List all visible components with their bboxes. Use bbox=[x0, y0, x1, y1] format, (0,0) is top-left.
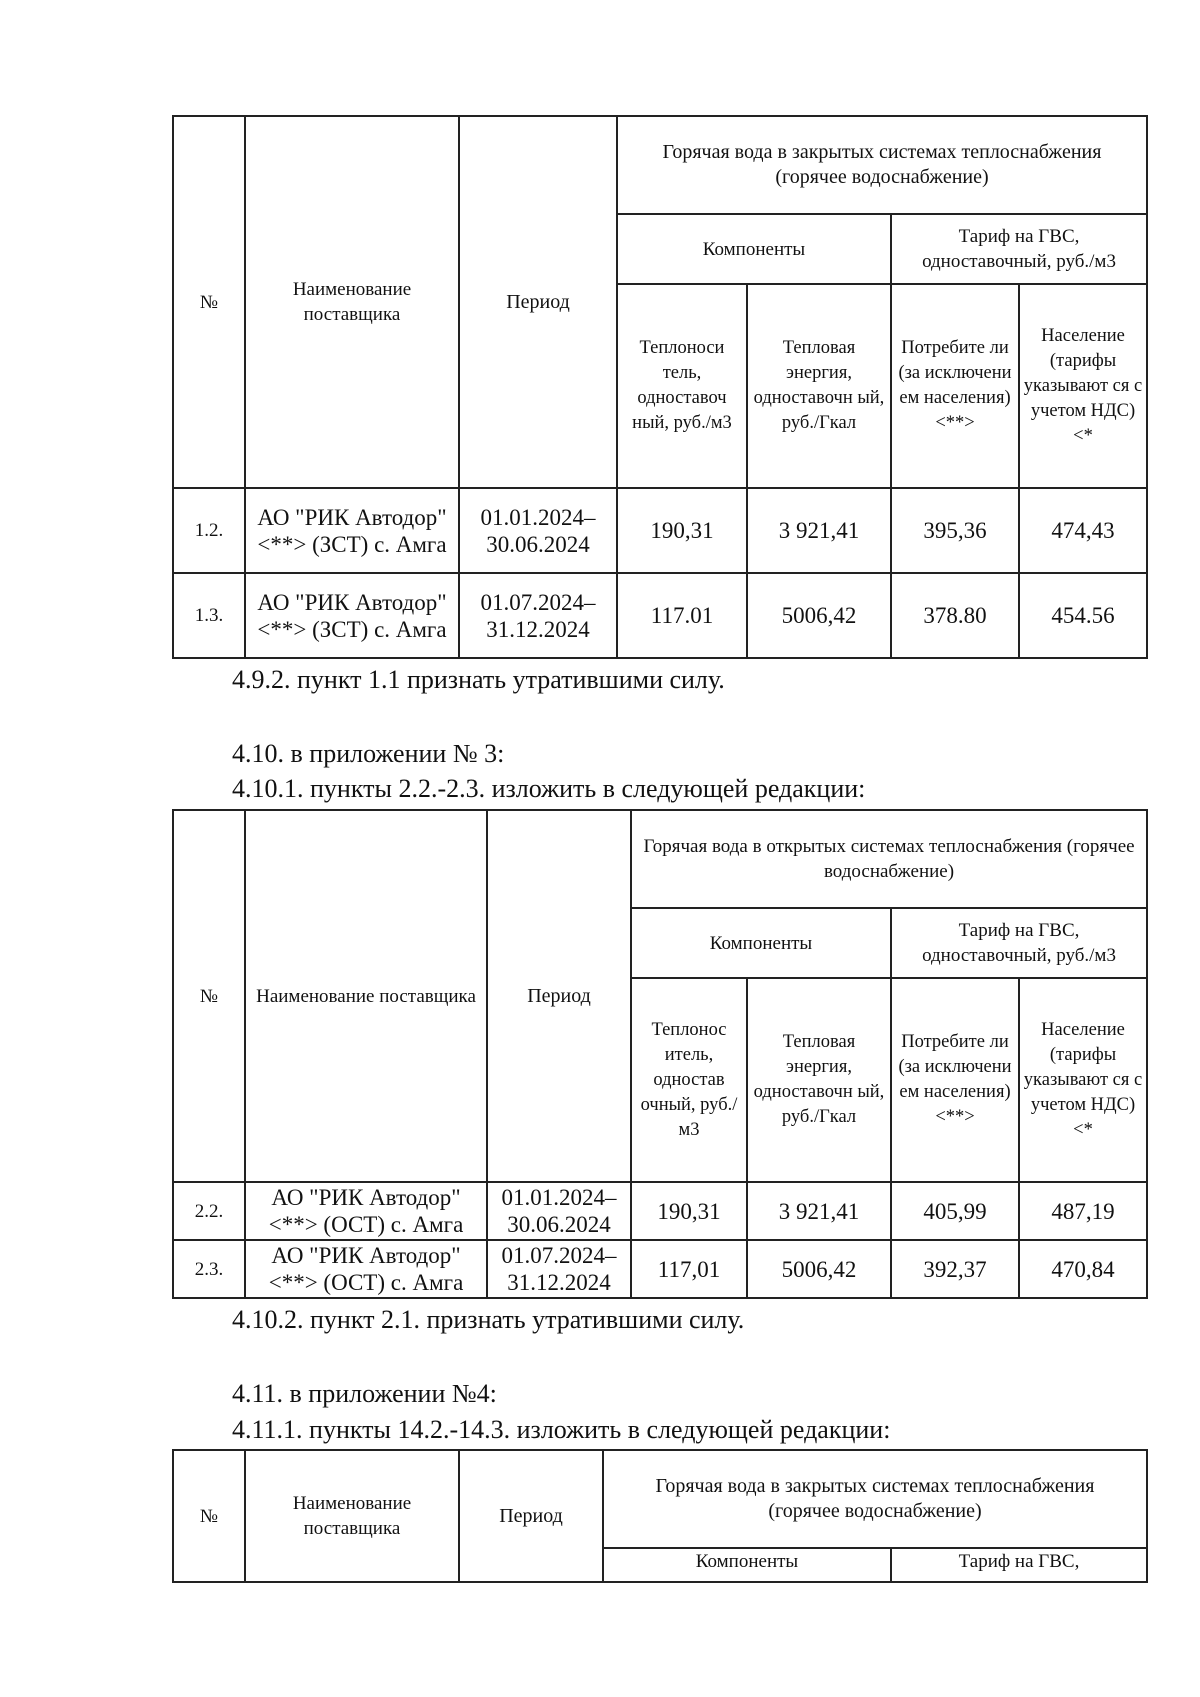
row-supplier: АО "РИК Автодор" <**> (ОСТ) с. Амга bbox=[245, 1182, 487, 1240]
row-no: 2.3. bbox=[173, 1240, 245, 1298]
row-consumers: 392,37 bbox=[891, 1240, 1019, 1298]
tariff-table-closed-4 bbox=[172, 1449, 1148, 1583]
header-no: № bbox=[173, 1450, 245, 1582]
row-period: 01.07.2024– 31.12.2024 bbox=[487, 1240, 631, 1298]
row-population: 470,84 bbox=[1019, 1240, 1147, 1298]
table-row bbox=[173, 1240, 1147, 1298]
paragraph-4-11-1: 4.11.1. пункты 14.2.-14.3. изложить в следующей редакции: bbox=[232, 1415, 891, 1444]
header-no: № bbox=[173, 116, 245, 488]
row-population: 487,19 bbox=[1019, 1182, 1147, 1240]
row-carrier: 117,01 bbox=[631, 1240, 747, 1298]
row-consumers: 405,99 bbox=[891, 1182, 1019, 1240]
row-carrier: 117.01 bbox=[617, 573, 747, 658]
paragraph-4-10-1: 4.10.1. пункты 2.2.-2.3. изложить в следующей редакции: bbox=[232, 774, 866, 803]
header-period: Период bbox=[487, 810, 631, 1182]
header-components: Компоненты bbox=[617, 214, 891, 284]
paragraph-4-11: 4.11. в приложении №4: bbox=[232, 1379, 497, 1408]
header-carrier: Теплонос итель, одностав очный, руб./м3 bbox=[631, 978, 747, 1182]
row-consumers: 395,36 bbox=[891, 488, 1019, 573]
header-energy: Тепловая энергия, одноставочн ый, руб./Гкал bbox=[747, 284, 891, 488]
row-consumers: 378.80 bbox=[891, 573, 1019, 658]
header-supplier: Наименование поставщика bbox=[245, 810, 487, 1182]
header-period: Период bbox=[459, 1450, 603, 1582]
row-no: 1.3. bbox=[173, 573, 245, 658]
header-no: № bbox=[173, 810, 245, 1182]
header-energy: Тепловая энергия, одноставочн ый, руб./Гкал bbox=[747, 978, 891, 1182]
header-population: Население (тарифы указывают ся с учетом НДС) <* bbox=[1019, 978, 1147, 1182]
header-supplier: Наименование поставщика bbox=[245, 116, 459, 488]
row-supplier: АО "РИК Автодор" <**> (ЗСТ) с. Амга bbox=[245, 488, 459, 573]
row-supplier: АО "РИК Автодор" <**> (ОСТ) с. Амга bbox=[245, 1240, 487, 1298]
table-row bbox=[173, 1182, 1147, 1240]
tariff-table-closed-1 bbox=[172, 115, 1148, 659]
paragraph-4-10: 4.10. в приложении № 3: bbox=[232, 739, 505, 768]
row-energy: 5006,42 bbox=[747, 1240, 891, 1298]
row-carrier: 190,31 bbox=[617, 488, 747, 573]
header-tariff: Тариф на ГВС, одноставочный, руб./м3 bbox=[891, 214, 1147, 284]
header-components: Компоненты bbox=[603, 1548, 891, 1582]
header-group: Горячая вода в открытых системах теплоснабжения (горячее водоснабжение) bbox=[631, 810, 1147, 908]
row-population: 474,43 bbox=[1019, 488, 1147, 573]
header-tariff: Тариф на ГВС, bbox=[891, 1548, 1147, 1582]
header-period: Период bbox=[459, 116, 617, 488]
header-tariff: Тариф на ГВС, одноставочный, руб./м3 bbox=[891, 908, 1147, 978]
row-energy: 5006,42 bbox=[747, 573, 891, 658]
header-carrier: Теплоноси тель, одноставоч ный, руб./м3 bbox=[617, 284, 747, 488]
header-consumers: Потребите ли (за исключени ем населения) <**> bbox=[891, 284, 1019, 488]
row-population: 454.56 bbox=[1019, 573, 1147, 658]
header-supplier: Наименование поставщика bbox=[245, 1450, 459, 1582]
row-supplier: АО "РИК Автодор" <**> (ЗСТ) с. Амга bbox=[245, 573, 459, 658]
table-row bbox=[173, 488, 1147, 573]
row-period: 01.07.2024– 31.12.2024 bbox=[459, 573, 617, 658]
row-period: 01.01.2024– 30.06.2024 bbox=[459, 488, 617, 573]
row-period: 01.01.2024– 30.06.2024 bbox=[487, 1182, 631, 1240]
row-carrier: 190,31 bbox=[631, 1182, 747, 1240]
header-population: Население (тарифы указывают ся с учетом НДС) <* bbox=[1019, 284, 1147, 488]
paragraph-4-10-2: 4.10.2. пункт 2.1. признать утратившими силу. bbox=[232, 1305, 745, 1334]
header-consumers: Потребите ли (за исключени ем населения) <**> bbox=[891, 978, 1019, 1182]
row-no: 2.2. bbox=[173, 1182, 245, 1240]
row-energy: 3 921,41 bbox=[747, 1182, 891, 1240]
paragraph-4-9-2: 4.9.2. пункт 1.1 признать утратившими силу. bbox=[232, 665, 725, 694]
header-group: Горячая вода в закрытых системах теплоснабжения (горячее водоснабжение) bbox=[617, 116, 1147, 214]
table-row bbox=[173, 573, 1147, 658]
tariff-table-open bbox=[172, 809, 1148, 1299]
row-no: 1.2. bbox=[173, 488, 245, 573]
header-components: Компоненты bbox=[631, 908, 891, 978]
header-group: Горячая вода в закрытых системах теплоснабжения (горячее водоснабжение) bbox=[603, 1450, 1147, 1548]
row-energy: 3 921,41 bbox=[747, 488, 891, 573]
